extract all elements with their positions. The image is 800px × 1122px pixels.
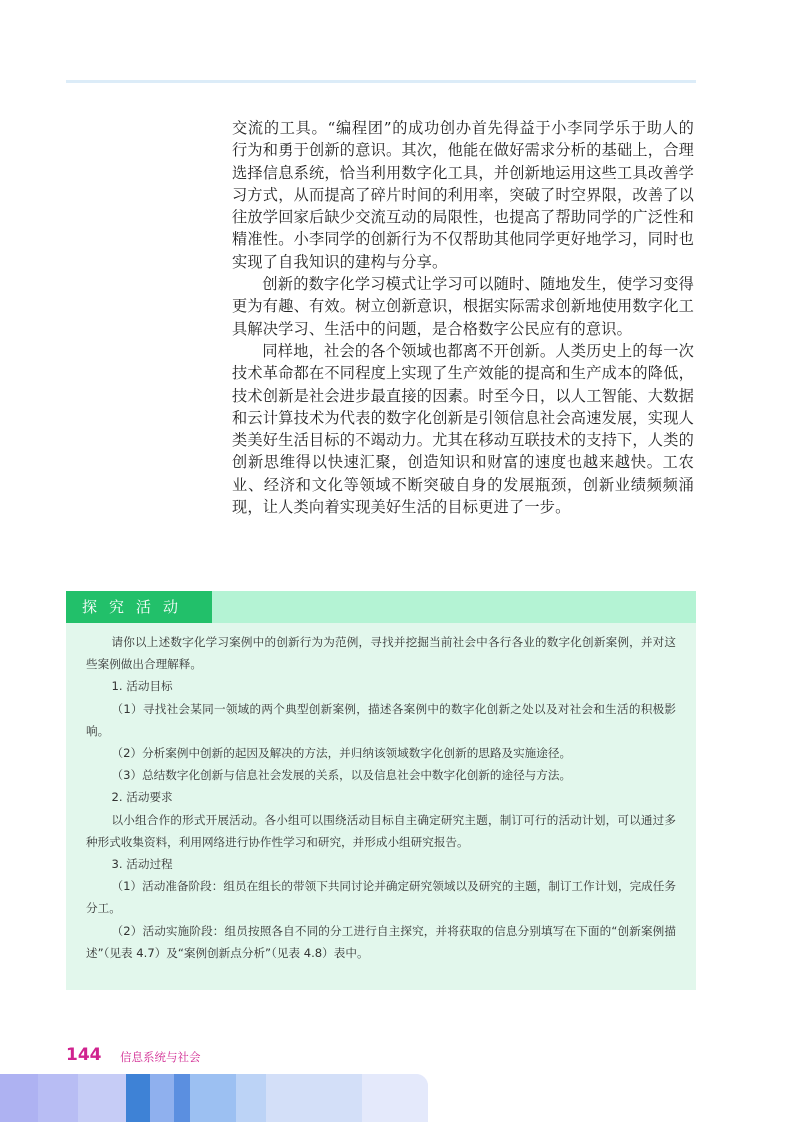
paragraph-3: 同样地，社会的各个领域也都离不开创新。人类历史上的每一次技术革命都在不同程度上实现了生产效能的提高和生产成本的降低，技术创新是社会进步最直接的因素。时至今日，以人工智能、大数据和云计算技术为代表的数字化创新是引领信息社会高速发展，实现人类美好生活目标的不竭动力。尤其在移动互联技术的支持下，人类的创新思维得以快速汇聚，创造知识和财富的速度也越来越快。工农业、经济和文化等领域不断突破自身的发展瓶颈，创新业绩频频涌现，让人类向着实现美好生活的目标更进了一步。 — [232, 341, 694, 517]
footer-stripe — [190, 1074, 236, 1122]
activity-section-goals-title: 1. 活动目标 — [111, 679, 173, 694]
footer-stripe — [38, 1074, 78, 1122]
book-title: 信息系统与社会 — [120, 1050, 201, 1064]
activity-goal-3: （3）总结数字化创新与信息社会发展的关系，以及信息社会中数字化创新的途径与方法。 — [111, 768, 572, 783]
activity-goal-2: （2）分析案例中创新的起因及解决的方法，并归纳该领域数字化创新的思路及实施途径。 — [111, 746, 572, 761]
paragraph-2: 创新的数字化学习模式让学习可以随时、随地发生，使学习变得更为有趣、有效。树立创新意识，根据实际需求创新地使用数字化工具解决学习、生活中的问题，是合格数字公民应有的意识。 — [232, 275, 694, 338]
activity-header — [66, 591, 696, 623]
activity-intro: 请你以上述数字化学习案例中的创新行为为范例，寻找并挖掘当前社会中各行各业的数字化创新案例，并对这些案例做出合理解释。 — [86, 635, 676, 672]
activity-section-process-title: 3. 活动过程 — [111, 857, 173, 872]
footer-stripe — [0, 1074, 38, 1122]
footer-stripe — [362, 1074, 428, 1122]
activity-section-requirements-title: 2. 活动要求 — [111, 790, 173, 805]
footer-stripe — [266, 1074, 362, 1122]
footer-stripe — [174, 1074, 190, 1122]
activity-box — [66, 623, 696, 990]
page-number: 144 — [66, 1045, 102, 1065]
paragraph-1: 交流的工具。“编程团”的成功创办首先得益于小李同学乐于助人的行为和勇于创新的意识。其次，他能在做好需求分析的基础上，合理选择信息系统，恰当利用数字化工具，并创新地运用这些工具改善学习方式，从而提高了碎片时间的利用率，突破了时空界限，改善了以往放学回家后缺少交流互动的局限性，也提高了帮助同学的广泛性和精准性。小李同学的创新行为不仅帮助其他同学更好地学习，同时也实现了自我知识的建构与分享。 — [232, 119, 694, 271]
footer-stripe — [78, 1074, 126, 1122]
activity-title: 探究活动 — [66, 591, 212, 623]
footer-stripe — [236, 1074, 266, 1122]
body-text — [232, 117, 694, 518]
activity-process-1: （1）活动准备阶段：组员在组长的带领下共同讨论并确定研究领域以及研究的主题，制订工作计划，完成任务分工。 — [86, 879, 676, 916]
footer-stripe — [126, 1074, 150, 1122]
footer-decoration — [0, 1074, 428, 1122]
top-rule — [66, 80, 696, 83]
activity-process-2: （2）活动实施阶段：组员按照各自不同的分工进行自主探究，并将获取的信息分别填写在下面的“创新案例描述”（见表 4.7）及“案例创新点分析”（见表 4.8）表中。 — [86, 923, 676, 960]
activity-requirement: 以小组合作的形式开展活动。各小组可以围绕活动目标自主确定研究主题，制订可行的活动计划，可以通过多种形式收集资料，利用网络进行协作性学习和研究，并形成小组研究报告。 — [86, 812, 676, 849]
footer-stripe — [150, 1074, 174, 1122]
activity-goal-1: （1）寻找社会某同一领域的两个典型创新案例，描述各案例中的数字化创新之处以及对社会和生活的积极影响。 — [86, 701, 676, 738]
